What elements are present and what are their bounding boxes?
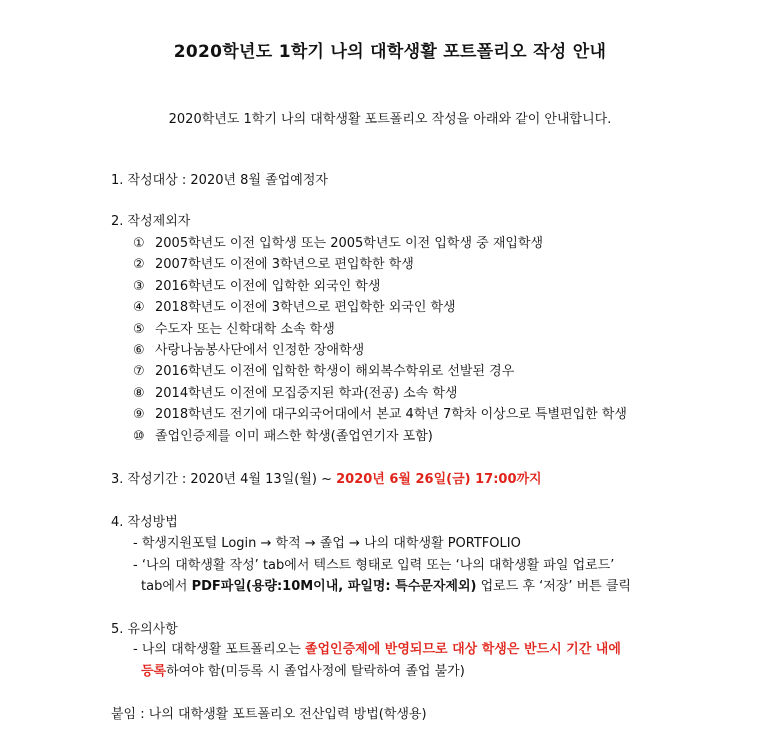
method-line-3-post: 업로드 후 ‘저장’ 버튼 클릭 [476,579,631,594]
method-line-3 [141,578,631,596]
section-4-heading: 4. 작성방법 [111,515,178,530]
exclusion-item [133,342,364,360]
notice-line-2 [141,663,465,681]
exclusion-item [133,385,458,403]
page-title: 2020학년도 1학기 나의 대학생활 포트폴리오 작성 안내 [173,42,607,62]
exclusion-item-number: ⑦ [133,364,145,380]
exclusion-item-number: ⑥ [133,343,145,358]
exclusion-item-text: 졸업인증제를 이미 패스한 학생(졸업연기자 포함) [155,428,433,444]
exclusion-item [133,299,456,317]
period-deadline: 2020년 6월 26일(금) 17:00까지 [336,472,542,487]
exclusion-item [133,406,627,424]
period-prefix: 3. 작성기간 : 2020년 4월 13일(월) ~ [111,472,337,487]
exclusion-item [133,363,514,381]
exclusion-item-text: 2014학년도 이전에 모집중지된 학과(전공) 소속 학생 [155,385,458,401]
method-line-3-pre: tab에서 [141,579,192,594]
exclusion-item-number: ⑤ [133,321,145,337]
exclusion-item-number: ③ [133,278,145,294]
exclusion-item-number: ④ [133,300,145,316]
notice-register: 등록 [141,664,167,679]
method-line-2: - ‘나의 대학생활 작성’ tab에서 텍스트 형태로 입력 또는 ‘나의 대학생활 파일 업로드’ [133,558,615,573]
section-3-period [111,471,542,489]
intro-text: 2020학년도 1학기 나의 대학생활 포트폴리오 작성을 아래와 같이 안내합니다. [168,112,612,127]
exclusion-item [133,428,433,446]
exclusion-item-number: ① [133,236,145,251]
exclusion-item-number: ⑧ [133,385,145,401]
exclusion-item-number: ⑩ [133,428,145,444]
exclusion-item-text: 2016학년도 이전에 입학한 외국인 학생 [155,278,381,294]
exclusion-item [133,235,543,253]
exclusion-item-text: 수도자 또는 신학대학 소속 학생 [155,321,335,337]
exclusion-item-text: 2016학년도 이전에 입학한 학생이 해외복수학위로 선발된 경우 [155,364,515,380]
exclusion-item-text: 사랑나눔봉사단에서 인정한 장애학생 [155,343,365,358]
exclusion-item-text: 2005학년도 이전 입학생 또는 2005학년도 이전 입학생 중 재입학생 [155,236,544,251]
notice-line-1 [133,641,621,659]
section-2-heading: 2. 작성제외자 [111,214,191,229]
exclusion-item-number: ② [133,257,145,273]
exclusion-item-number: ⑨ [133,407,145,423]
exclusion-item-text: 2007학년도 이전에 3학년으로 편입학한 학생 [155,257,414,273]
notice-line-1-pre: - 나의 대학생활 포트폴리오는 [133,642,305,657]
notice-emphasis: 졸업인증제에 반영되므로 대상 학생은 반드시 기간 내에 [304,642,621,657]
exclusion-item [133,321,335,339]
pdf-requirement: PDF파일(용량:10M이내, 파일명: 특수문자제외) [191,579,477,594]
attachment-note: 붙임 : 나의 대학생활 포트폴리오 전산입력 방법(학생용) [111,707,427,722]
section-1-heading: 1. 작성대상 : 2020년 8월 졸업예정자 [111,173,328,188]
section-5-heading: 5. 유의사항 [111,622,178,637]
exclusion-item [133,278,380,296]
exclusion-item [133,256,414,274]
exclusion-item-text: 2018학년도 이전에 3학년으로 편입학한 외국인 학생 [155,300,456,316]
method-line-1: - 학생지원포털 Login → 학적 → 졸업 → 나의 대학생활 PORTFOLIO [133,536,521,551]
notice-line-2-post: 하여야 함(미등록 시 졸업사정에 탈락하여 졸업 불가) [166,664,465,679]
exclusion-item-text: 2018학년도 전기에 대구외국어대에서 본교 4학년 7학차 이상으로 특별편입한 학생 [155,407,627,423]
